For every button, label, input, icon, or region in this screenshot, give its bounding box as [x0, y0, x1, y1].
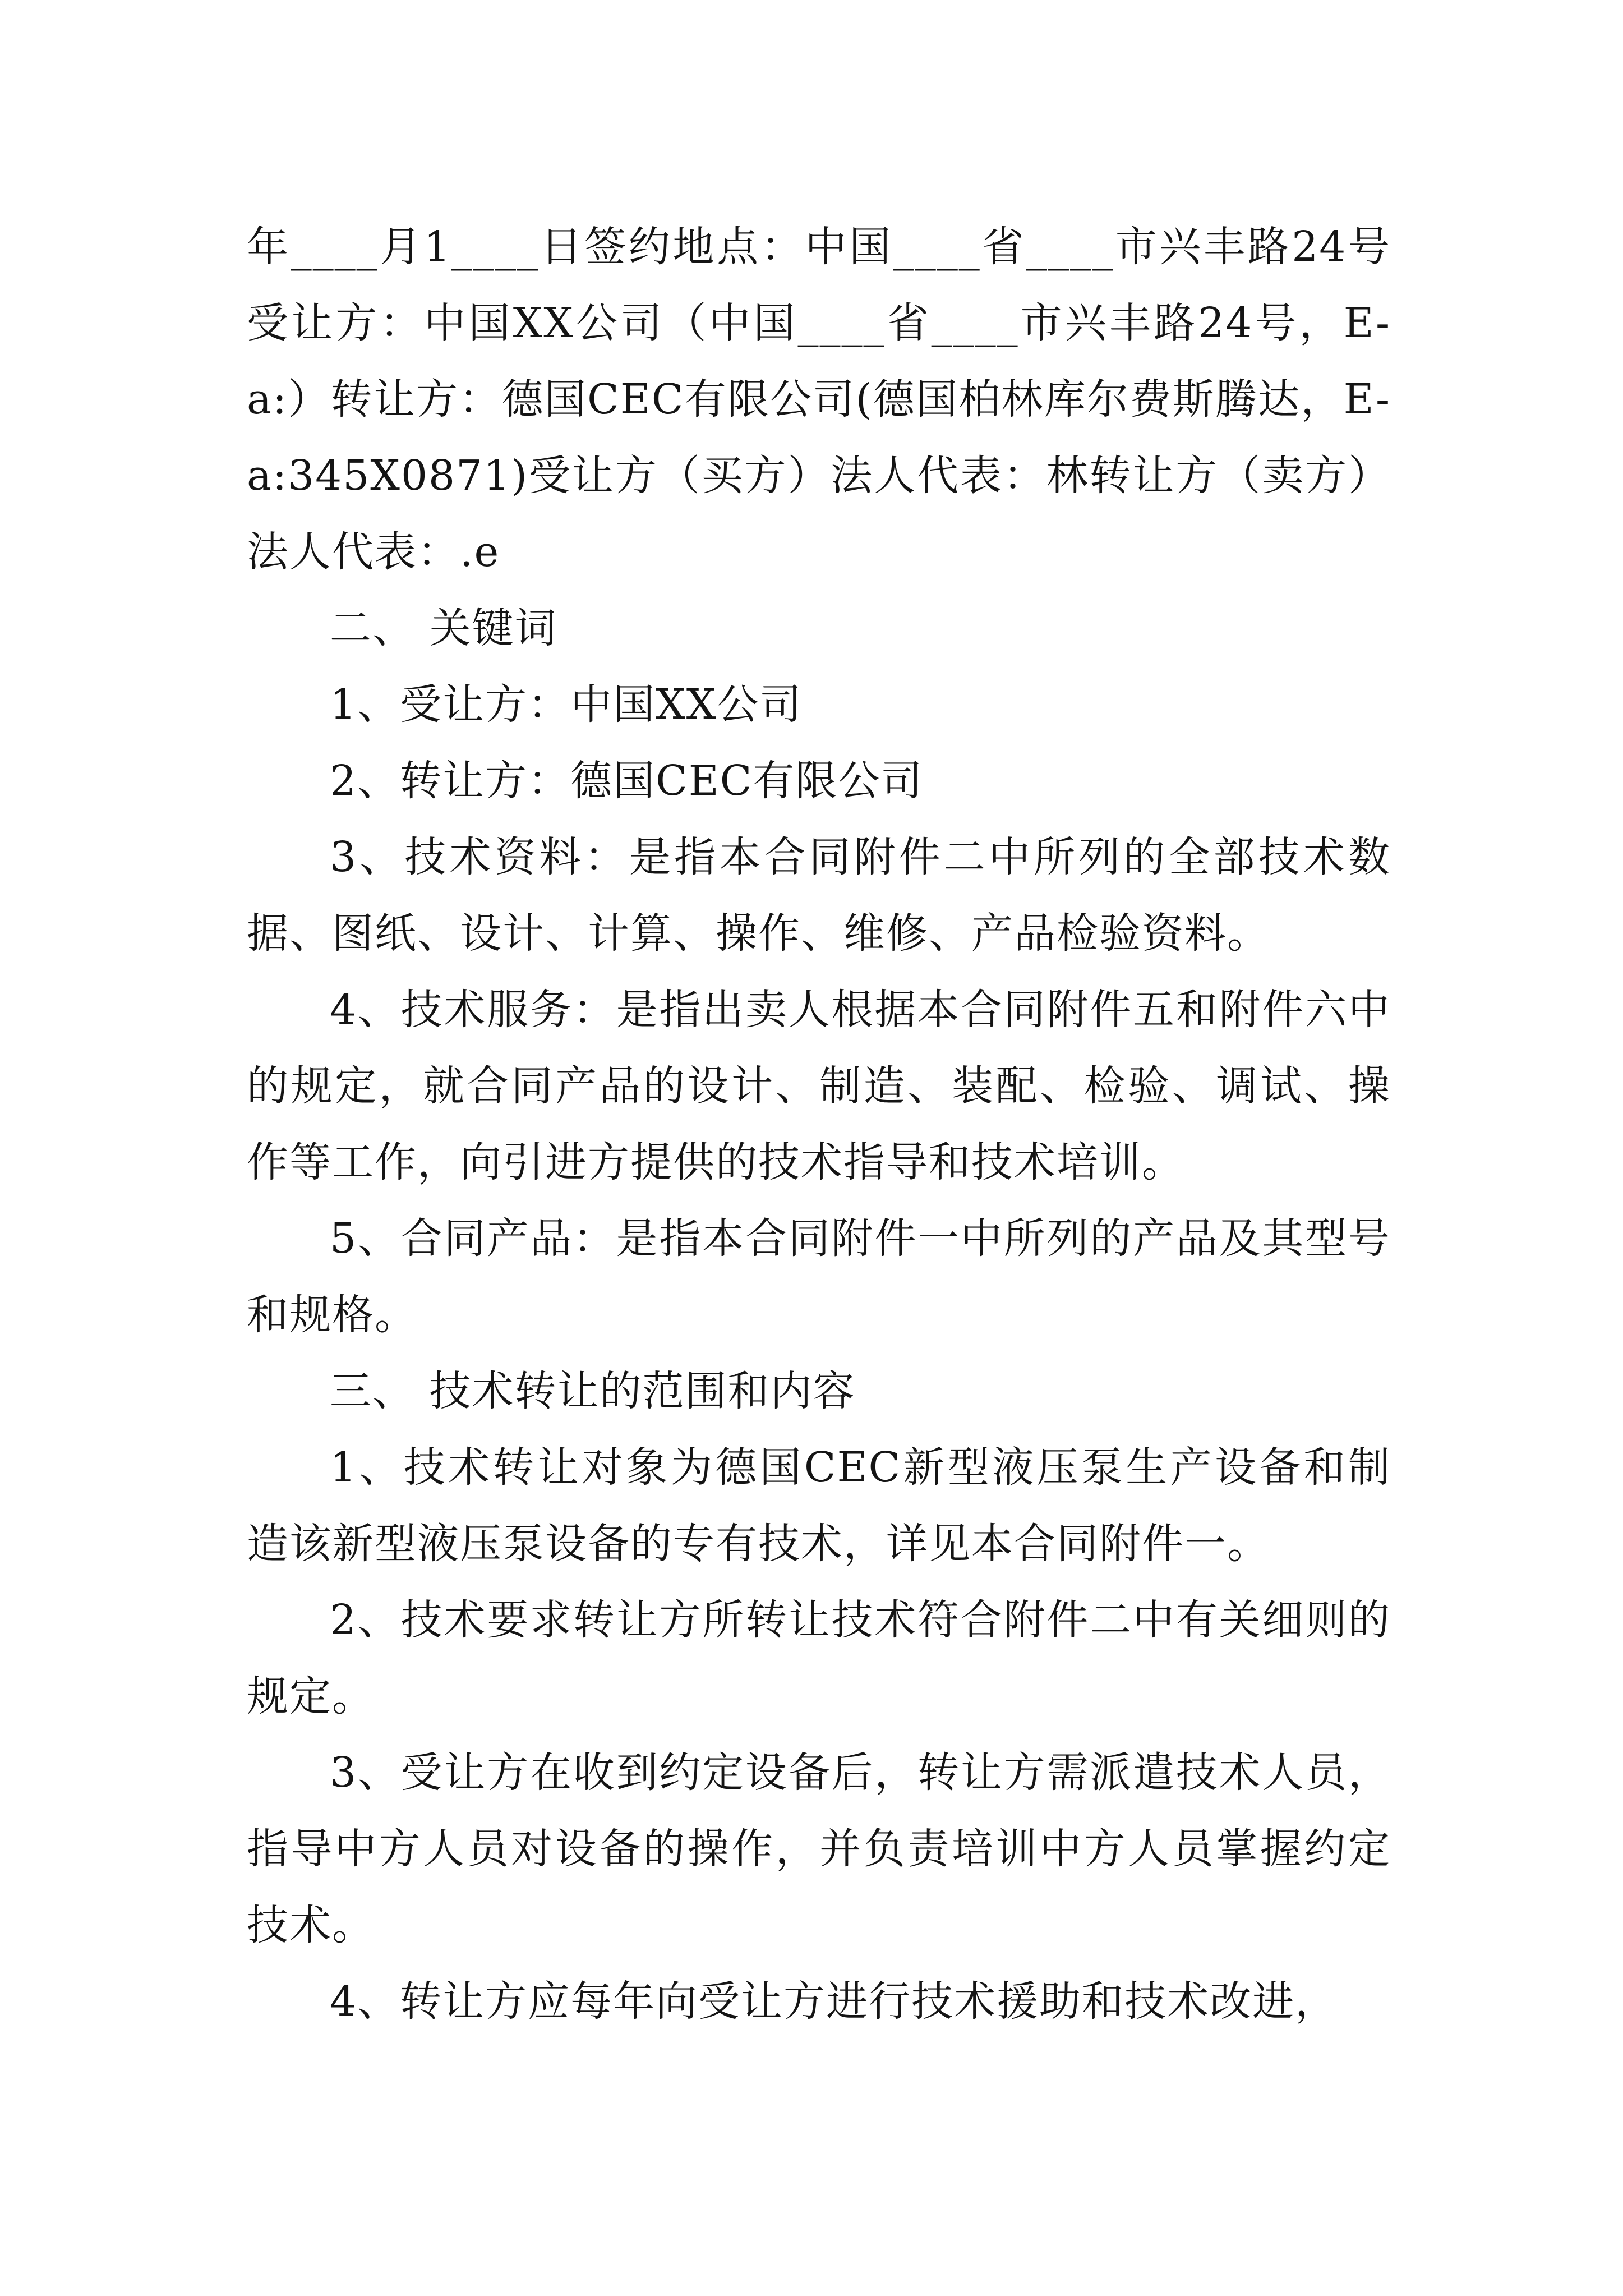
- section-two-heading: 二、 关键词: [330, 604, 557, 652]
- term-1-paragraph: 1、受让方：中国XX公司: [330, 680, 803, 729]
- header-info-paragraph: 年____月1____日签约地点：中国____省____市兴丰路24号受让方：中国XX公司（中国____省____市兴丰路24号，E-a:）转让方：德国CEC有限公司(德国柏林库尔费斯腾达，E-a:345X0871)受让方（买方）法人代表：林转让方（卖方）法人代表：.e: [247, 223, 1391, 576]
- term-4-paragraph: 4、技术服务：是指出卖人根据本合同附件五和附件六中的规定，就合同产品的设计、制造、装配、检验、调试、操作等工作，向引进方提供的技术指导和技术培训。: [247, 986, 1391, 1186]
- term-2-paragraph: 2、转让方：德国CEC有限公司: [330, 757, 924, 805]
- term-5-paragraph: 5、合同产品：是指本合同附件一中所列的产品及其型号和规格。: [247, 1214, 1391, 1339]
- document-body: [247, 209, 1391, 2040]
- section-three-heading: 三、 技术转让的范围和内容: [330, 1367, 856, 1415]
- scope-4-paragraph: 4、转让方应每年向受让方进行技术援助和技术改进，: [330, 1977, 1338, 2026]
- scope-3-paragraph: 3、受让方在收到约定设备后，转让方需派遣技术人员，指导中方人员对设备的操作，并负责培训中方人员掌握约定技术。: [247, 1749, 1391, 1949]
- scope-1-paragraph: 1、技术转让对象为德国CEC新型液压泵生产设备和制造该新型液压泵设备的专有技术，详见本合同附件一。: [247, 1443, 1391, 1568]
- term-3-paragraph: 3、技术资料：是指本合同附件二中所列的全部技术数据、图纸、设计、计算、操作、维修、产品检验资料。: [247, 833, 1391, 958]
- scope-2-paragraph: 2、技术要求转让方所转让技术符合附件二中有关细则的规定。: [247, 1596, 1391, 1720]
